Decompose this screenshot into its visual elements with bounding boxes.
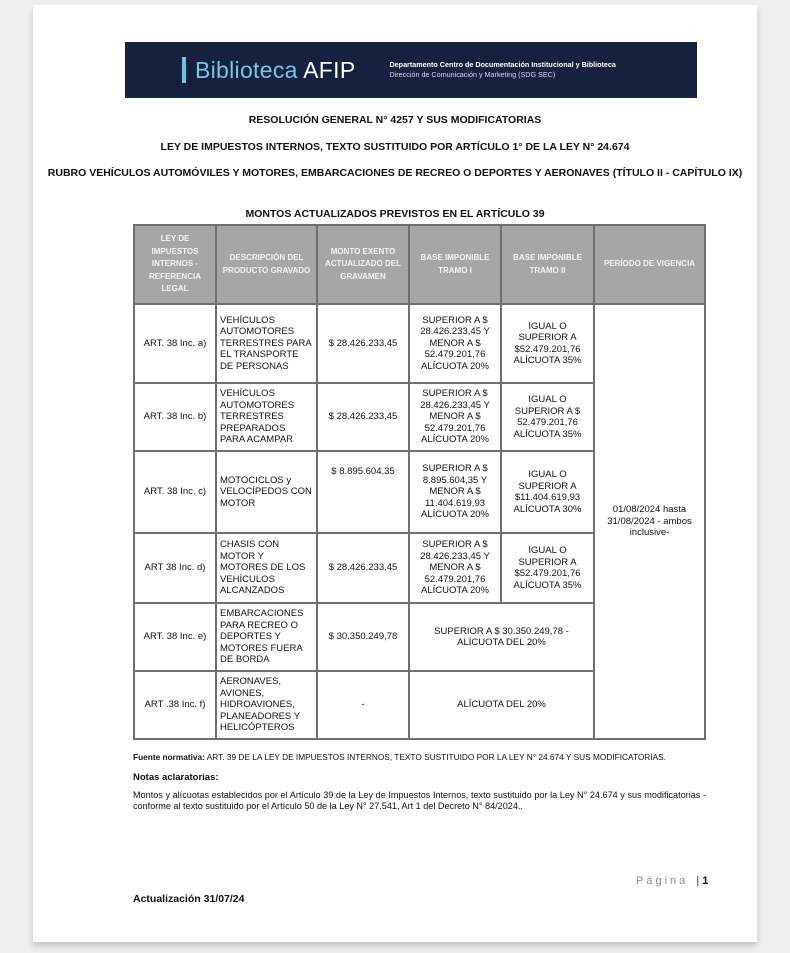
header-descripcion: DESCRIPCIÓN DEL PRODUCTO GRAVADO [216,225,317,304]
pagina-label: Página [636,875,689,887]
cell-tramo-2: IGUAL O SUPERIOR A $11.404.619,93 ALÍCUOTA 30% [501,451,594,533]
page-number [636,875,708,887]
cell-monto-exento: $ 8.895.604,35 [317,451,409,533]
table-header-row [134,225,705,304]
cell-referencia: ART. 38 Inc. a) [134,304,216,383]
title-rubro: RUBRO VEHÍCULOS AUTOMÓVILES Y MOTORES, EMBARCACIONES DE RECREO O DEPORTES Y AERONAVES (TÍTULO II - CAPÍTULO IX) [47,167,743,179]
rates-table [133,224,706,740]
cell-monto-exento: $ 28.426.233,45 [317,533,409,603]
cell-referencia: ART 38 Inc. d) [134,533,216,603]
cell-descripcion: VEHÍCULOS AUTOMOTORES TERRESTRES PREPARADOS PARA ACAMPAR [216,383,317,451]
cell-tramo-1: SUPERIOR A $ 28.426.233,45 Y MENOR A $ 52.479.201,76 ALÍCUOTA 20% [409,304,501,383]
header-tramo-2: BASE IMPONIBLE TRAMO II [501,225,594,304]
department-info [389,60,615,80]
cell-tramo-merged: ALÍCUOTA DEL 20% [409,671,594,739]
document-page [33,5,757,942]
cell-descripcion: VEHÍCULOS AUTOMOTORES TERRESTRES PARA EL TRANSPORTE DE PERSONAS [216,304,317,383]
title-resolution: RESOLUCIÓN GENERAL N° 4257 Y SUS MODIFICATORIAS [248,114,542,126]
title-law: LEY DE IMPUESTOS INTERNOS, TEXTO SUSTITUIDO POR ARTÍCULO 1° DE LA LEY N° 24.674 [160,141,630,153]
cell-monto-exento: $ 28.426.233,45 [317,383,409,451]
brand-logo [195,57,355,84]
update-date: Actualización 31/07/24 [133,893,245,905]
cell-referencia: ART. 38 Inc. c) [134,451,216,533]
pagina-number: 1 [702,875,709,887]
notas-title: Notas aclaratorias: [133,772,219,783]
direction-name: Dirección de Comunicación y Marketing (SDG SEC) [389,70,556,79]
header-monto-exento: MONTO EXENTO ACTUALIZADO DEL GRAVAMEN [317,225,409,304]
cell-tramo-2: IGUAL O SUPERIOR A $ 52.479.201,76 ALÍCUOTA 35% [501,383,594,451]
cell-tramo-2: IGUAL O SUPERIOR A $52.479.201,76 ALÍCUOTA 35% [501,533,594,603]
biblioteca-afip-banner [125,42,697,98]
cell-tramo-1: SUPERIOR A $ 8.895.604,35 Y MENOR A $ 11.404.619,93 ALÍCUOTA 20% [409,451,501,533]
fuente-text: ART. 39 DE LA LEY DE IMPUESTOS INTERNOS, TEXTO SUSTITUIDO POR LA LEY N° 24.674 Y SUS MODIFICATORIAS. [204,752,666,762]
cell-tramo-1: SUPERIOR A $ 28.426.233,45 Y MENOR A $ 52.479.201,76 ALÍCUOTA 20% [409,533,501,603]
cell-monto-exento: - [317,671,409,739]
cell-tramo-1: SUPERIOR A $ 28.426.233,45 Y MENOR A $ 52.479.201,76 ALÍCUOTA 20% [409,383,501,451]
cell-referencia: ART. 38 Inc. e) [134,603,216,671]
brand-light: Biblioteca [195,56,298,83]
table-row [134,304,705,383]
cell-monto-exento: $ 28.426.233,45 [317,304,409,383]
title-montos: MONTOS ACTUALIZADOS PREVISTOS EN EL ARTÍCULO 39 [245,208,545,220]
cell-referencia: ART. 38 Inc. b) [134,383,216,451]
header-tramo-1: BASE IMPONIBLE TRAMO I [409,225,501,304]
cell-descripcion: EMBARCACIONES PARA RECREO O DEPORTES Y MOTORES FUERA DE BORDA [216,603,317,671]
cell-tramo-merged: SUPERIOR A $ 30.350.249,78 - ALÍCUOTA DEL 20% [409,603,594,671]
cell-tramo-2: IGUAL O SUPERIOR A $52.479.201,76 ALÍCUOTA 35% [501,304,594,383]
cell-referencia: ART .38 Inc. f) [134,671,216,739]
notas-text: Montos y alícuotas establecidos por el Artículo 39 de la Ley de Impuestos Internos, texto sustituido por la Ley N° 24.674 y sus modificatorias -conforme al texto sustituido por el Artículo 50 de la Ley N° 27.541, Art 1 del Decreto N° 84/2024.. [133,790,706,811]
fuente-normativa [133,752,666,762]
cell-vigencia: 01/08/2024 hasta 31/08/2024 - ambos inclusive- [594,304,705,739]
cell-monto-exento: $ 30.350.249,78 [317,603,409,671]
cell-descripcion: MOTOCICLOS y VELOCÍPEDOS CON MOTOR [216,451,317,533]
pagina-separator: | [696,875,700,887]
fuente-label: Fuente normativa: [133,752,205,762]
department-name: Departamento Centro de Documentación Institucional y Biblioteca [389,60,616,69]
header-referencia: LEY DE IMPUESTOS INTERNOS - REFERENCIA LEGAL [134,225,216,304]
brand-bar-icon [182,57,186,83]
brand-strong: AFIP [303,56,356,83]
cell-descripcion: AERONAVES, AVIONES, HIDROAVIONES, PLANEADORES Y HELICÓPTEROS [216,671,317,739]
header-vigencia: PERÍODO DE VIGENCIA [594,225,705,304]
cell-descripcion: CHASIS CON MOTOR Y MOTORES DE LOS VEHÍCULOS ALCANZADOS [216,533,317,603]
